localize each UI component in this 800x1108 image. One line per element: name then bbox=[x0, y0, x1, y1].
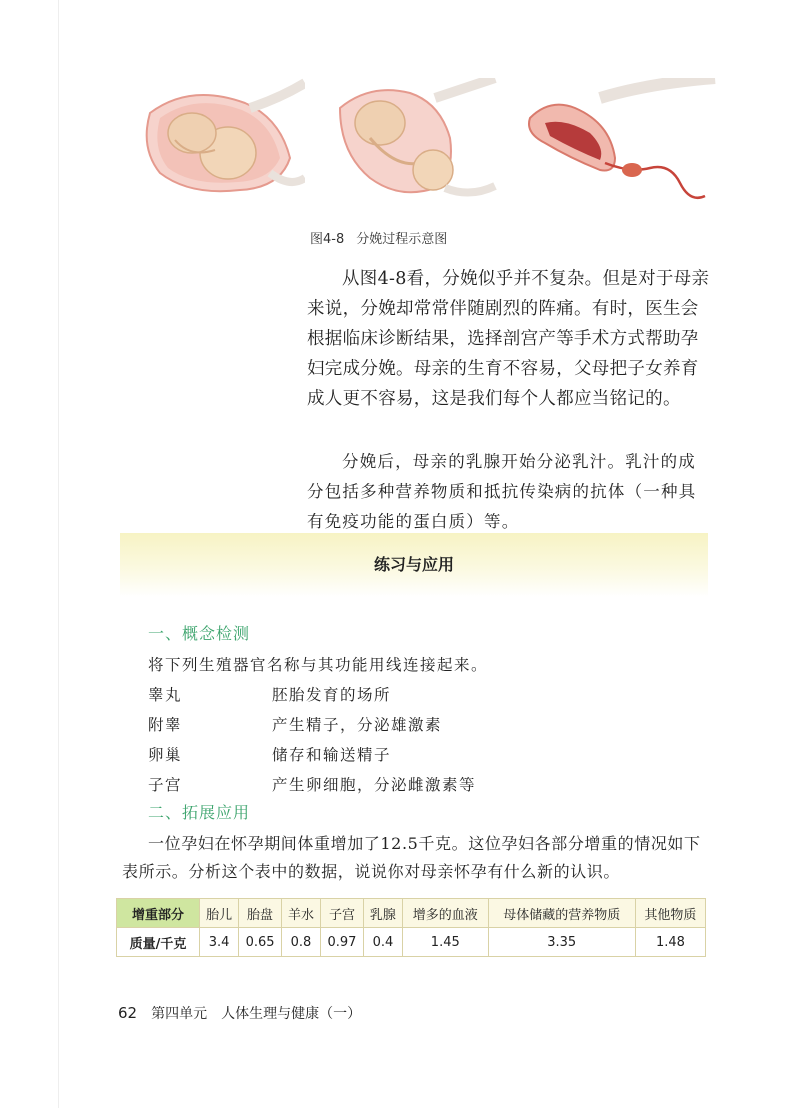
section-heading-extension: 二、拓展应用 bbox=[148, 803, 251, 822]
paragraph-lactation: 分娩后，母亲的乳腺开始分泌乳汁。乳汁的成分包括多种营养物质和抵抗传染病的抗体（一种具有免疫功能的蛋白质）等。 bbox=[307, 452, 697, 531]
function-item: 产生卵细胞，分泌雌激素等 bbox=[272, 776, 477, 794]
function-item: 储存和输送精子 bbox=[272, 746, 392, 764]
page-footer bbox=[118, 1003, 361, 1023]
organ-item: 子宫 bbox=[148, 776, 183, 794]
table-cell: 0.65 bbox=[239, 928, 282, 957]
table-value-row bbox=[117, 928, 706, 957]
table-cell: 增多的血液 bbox=[403, 899, 489, 928]
extension-question: 一位孕妇在怀孕期间体重增加了12.5千克。这位孕妇各部分增重的情况如下表所示。分析这个表中的数据，说说你对母亲怀孕有什么新的认识。 bbox=[122, 834, 701, 881]
table-cell: 乳腺 bbox=[363, 899, 402, 928]
delivery-stage-1-illustration bbox=[130, 78, 305, 198]
figure-4-8 bbox=[120, 78, 720, 218]
table-cell: 子宫 bbox=[321, 899, 364, 928]
table-cell: 胎盘 bbox=[239, 899, 282, 928]
table-cell: 胎儿 bbox=[200, 899, 239, 928]
table-cell: 羊水 bbox=[281, 899, 320, 928]
exercise-title: 练习与应用 bbox=[373, 555, 454, 574]
weight-gain-table bbox=[116, 898, 706, 957]
figure-caption-text: 分娩过程示意图 bbox=[356, 232, 448, 247]
paragraph-delivery: 从图4-8看，分娩似乎并不复杂。但是对于母亲来说，分娩却常常伴随剧烈的阵痛。有时，医生会根据临床诊断结果，选择剖宫产等手术方式帮助孕妇完成分娩。母亲的生育不容易，父母把子女养育成人更不容易，这是我们每个人都应当铭记的。 bbox=[307, 269, 710, 409]
delivery-stage-2-illustration bbox=[325, 78, 500, 203]
table-header-row bbox=[117, 899, 706, 928]
organ-item: 睾丸 bbox=[148, 686, 183, 704]
table-cell: 1.45 bbox=[403, 928, 489, 957]
function-item: 产生精子，分泌雄激素 bbox=[272, 716, 443, 734]
figure-caption-number: 图4-8 bbox=[310, 232, 345, 247]
table-row-header: 质量/千克 bbox=[117, 928, 200, 957]
matching-instruction: 将下列生殖器官名称与其功能用线连接起来。 bbox=[148, 656, 489, 674]
table-cell: 0.8 bbox=[281, 928, 320, 957]
page-number: 62 bbox=[118, 1004, 138, 1022]
table-cell: 其他物质 bbox=[635, 899, 705, 928]
figure-caption bbox=[310, 228, 447, 247]
table-cell: 母体储藏的营养物质 bbox=[488, 899, 635, 928]
section-heading-concept-check: 一、概念检测 bbox=[148, 624, 251, 643]
organ-item: 卵巢 bbox=[148, 746, 183, 764]
page-edge bbox=[58, 0, 59, 1108]
exercise-banner bbox=[120, 533, 708, 597]
organ-item: 附睾 bbox=[148, 716, 183, 734]
unit-title: 第四单元 人体生理与健康（一） bbox=[151, 1006, 362, 1022]
table-cell: 3.4 bbox=[200, 928, 239, 957]
table-cell: 0.97 bbox=[321, 928, 364, 957]
table-row-header: 增重部分 bbox=[117, 899, 200, 928]
table-cell: 3.35 bbox=[488, 928, 635, 957]
table-cell: 1.48 bbox=[635, 928, 705, 957]
delivery-stage-3-illustration bbox=[520, 78, 720, 213]
table-cell: 0.4 bbox=[363, 928, 402, 957]
function-item: 胚胎发育的场所 bbox=[272, 686, 392, 704]
